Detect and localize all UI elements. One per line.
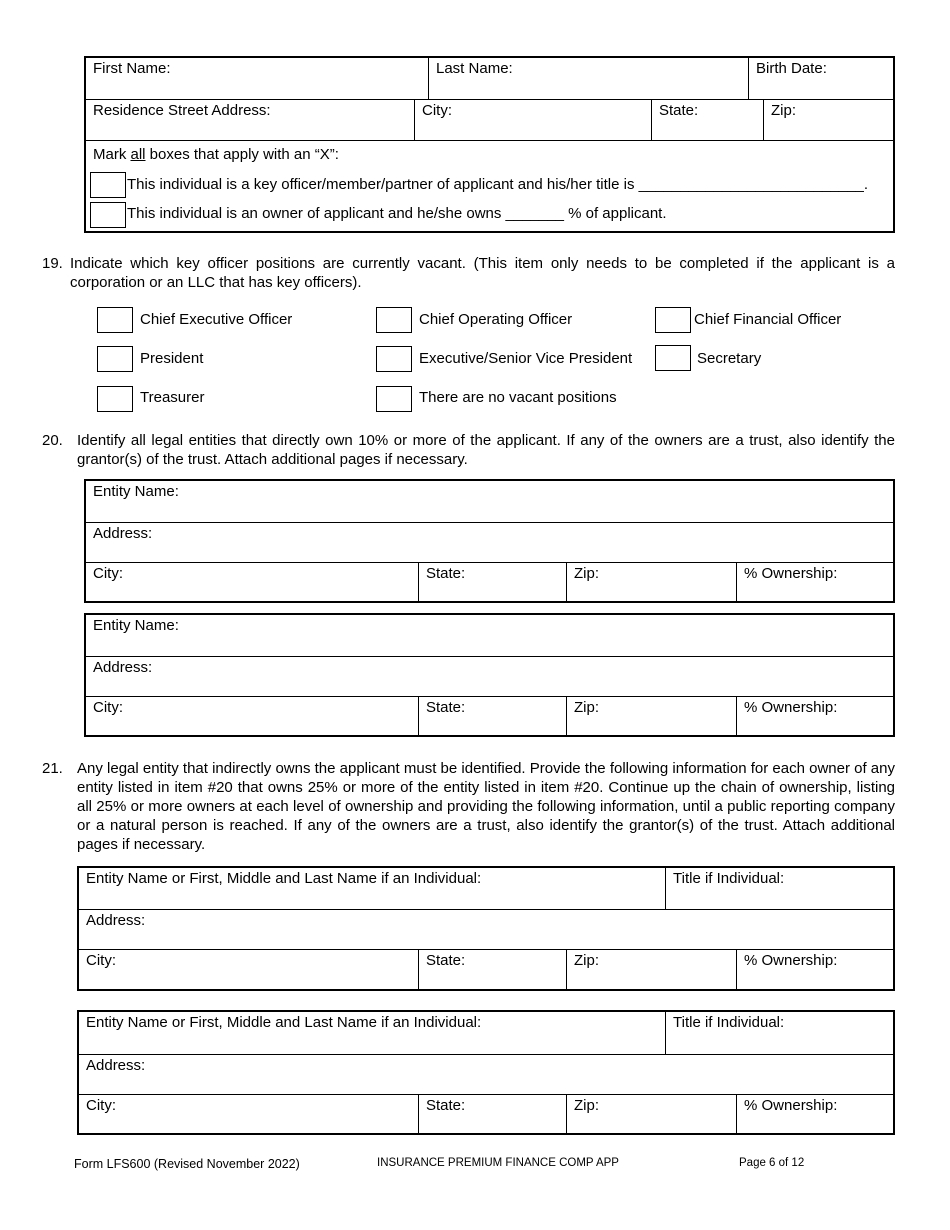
owner-name-label: Entity Name or First, Middle and Last Name if an Individual: (86, 870, 482, 887)
owner-state-label: State: (426, 952, 466, 969)
owner-address-label: Address: (86, 1057, 146, 1074)
entity-name-label: Entity Name: (93, 617, 179, 634)
item-20-question (42, 431, 895, 469)
entity-zip-field[interactable] (566, 563, 736, 601)
mark-boxes-row (86, 140, 893, 231)
owner-ownership-label: % Ownership: (744, 1097, 838, 1114)
entity-state-field[interactable] (418, 697, 566, 735)
evp-vacant-checkbox[interactable] (376, 346, 412, 372)
secretary-vacant-checkbox[interactable] (655, 345, 691, 371)
entity-ownership-field[interactable] (736, 697, 893, 735)
item-19-text: Indicate which key officer positions are currently vacant. (This item only needs to be completed if the applicant is a corporation or an LLC that has key officers). (70, 255, 895, 291)
item-19-number: 19. (42, 255, 63, 272)
item-19-question (42, 254, 895, 292)
item-20-text: Identify all legal entities that directly own 10% or more of the applicant. If any of the owners are a trust, also identify the grantor(s) of the trust. Attach additional pages if necessary. (77, 432, 895, 468)
secretary-option-label: Secretary (697, 350, 762, 367)
owner-address-row (79, 1054, 893, 1094)
address-row (86, 99, 893, 140)
coo-option-label: Chief Operating Officer (419, 311, 573, 328)
treasurer-option-label: Treasurer (140, 389, 205, 406)
entity-city-field[interactable] (86, 697, 418, 735)
city-label: City: (422, 102, 452, 119)
owner-city-label: City: (86, 1097, 116, 1114)
entity-address-label: Address: (93, 525, 153, 542)
last-name-label: Last Name: (436, 60, 513, 77)
owner-zip-label: Zip: (574, 1097, 600, 1114)
entity-city-label: City: (93, 565, 123, 582)
footer-form-id: Form LFS600 (Revised November 2022) (74, 1157, 300, 1171)
mark-instruction (93, 146, 339, 163)
item-21-text: Any legal entity that indirectly owns the applicant must be identified. Provide the following information for each owner of any entity listed in item #20 that owns 25% or more of the entity listed in item #20. Continue up the chain of ownership, listing all 25% or more owners at each level of ownership and providing the following information, until a public reporting company or a natural person is reached. If any of the owners are a trust, also identify the grantor(s) of the trust. Attach additional pages if necessary. (77, 760, 895, 853)
entity-ownership-label: % Ownership: (744, 699, 838, 716)
owner-ownership-field[interactable] (736, 1095, 893, 1133)
entity-name-field[interactable] (86, 481, 893, 522)
entity-name-row (86, 615, 893, 656)
owner-city-field[interactable] (79, 950, 418, 989)
ceo-option-label: Chief Executive Officer (140, 311, 293, 328)
entity-address-row (86, 656, 893, 696)
entity-address-field[interactable] (86, 523, 893, 562)
president-option-label: President (140, 350, 204, 367)
cfo-option-label: Chief Financial Officer (694, 311, 842, 328)
item-20-number: 20. (42, 432, 63, 449)
entity-location-row (86, 562, 893, 601)
mark-prefix: Mark (93, 146, 131, 163)
entity-zip-field[interactable] (566, 697, 736, 735)
president-vacant-checkbox[interactable] (97, 346, 133, 372)
no-vacant-checkbox[interactable] (376, 386, 412, 412)
zip-field[interactable] (763, 100, 893, 140)
no-vacant-option-label: There are no vacant positions (419, 389, 617, 406)
owner-address-row (79, 909, 893, 949)
city-field[interactable] (414, 100, 651, 140)
owner-title-label: Title if Individual: (673, 1014, 785, 1031)
cfo-vacant-checkbox[interactable] (655, 307, 691, 333)
owner-zip-label: Zip: (574, 952, 600, 969)
owner-ownership-label: % Ownership: (744, 952, 838, 969)
entity-zip-label: Zip: (574, 565, 600, 582)
entity-ownership-label: % Ownership: (744, 565, 838, 582)
owner-checkbox[interactable] (90, 202, 126, 228)
individual-info-table (84, 56, 895, 233)
key-officer-checkbox[interactable] (90, 172, 126, 198)
entity-location-row (86, 696, 893, 735)
state-label: State: (659, 102, 699, 119)
entity-zip-label: Zip: (574, 699, 600, 716)
residence-street-field[interactable] (86, 100, 414, 140)
direct-owner-table-1 (84, 479, 895, 603)
owner-title-field[interactable] (665, 1012, 893, 1054)
mark-suffix: boxes that apply with an “X”: (145, 146, 339, 163)
footer-page-number: Page 6 of 12 (739, 1157, 805, 1169)
ceo-vacant-checkbox[interactable] (97, 307, 133, 333)
entity-address-row (86, 522, 893, 562)
owner-city-label: City: (86, 952, 116, 969)
entity-city-label: City: (93, 699, 123, 716)
first-name-field[interactable] (86, 58, 428, 99)
owner-title-field[interactable] (665, 868, 893, 909)
entity-address-field[interactable] (86, 657, 893, 696)
owner-zip-field[interactable] (566, 1095, 736, 1133)
owner-state-field[interactable] (418, 950, 566, 989)
entity-name-label: Entity Name: (93, 483, 179, 500)
indirect-owner-table-1 (77, 866, 895, 991)
residence-street-label: Residence Street Address: (93, 102, 271, 119)
direct-owner-table-2 (84, 613, 895, 737)
owner-address-field[interactable] (79, 1055, 893, 1094)
owner-address-field[interactable] (79, 910, 893, 949)
owner-address-label: Address: (86, 912, 146, 929)
owner-ownership-field[interactable] (736, 950, 893, 989)
mark-all-emphasis: all (130, 146, 146, 163)
owner-zip-field[interactable] (566, 950, 736, 989)
entity-state-label: State: (426, 699, 466, 716)
coo-vacant-checkbox[interactable] (376, 307, 412, 333)
owner-city-field[interactable] (79, 1095, 418, 1133)
footer-form-title: INSURANCE PREMIUM FINANCE COMP APP (377, 1157, 619, 1169)
evp-option-label: Executive/Senior Vice President (419, 350, 633, 367)
item-21-question (42, 759, 895, 854)
owner-name-field[interactable] (79, 868, 665, 909)
first-name-label: First Name: (93, 60, 171, 77)
owner-title-label: Title if Individual: (673, 870, 785, 887)
owner-name-row (79, 868, 893, 909)
entity-state-label: State: (426, 565, 466, 582)
key-officer-text: This individual is a key officer/member/partner of applicant and his/her title is ___________________________. (127, 176, 869, 193)
entity-city-field[interactable] (86, 563, 418, 601)
state-field[interactable] (651, 100, 763, 140)
birth-date-field[interactable] (748, 58, 893, 99)
treasurer-vacant-checkbox[interactable] (97, 386, 133, 412)
birth-date-label: Birth Date: (756, 60, 827, 77)
owner-name-label: Entity Name or First, Middle and Last Name if an Individual: (86, 1014, 482, 1031)
item-21-number: 21. (42, 760, 63, 777)
entity-name-row (86, 481, 893, 522)
entity-address-label: Address: (93, 659, 153, 676)
owner-state-label: State: (426, 1097, 466, 1114)
zip-label: Zip: (771, 102, 797, 119)
owner-location-row (79, 949, 893, 989)
name-row (86, 58, 893, 99)
entity-name-field[interactable] (86, 615, 893, 656)
entity-ownership-field[interactable] (736, 563, 893, 601)
owner-location-row (79, 1094, 893, 1133)
entity-state-field[interactable] (418, 563, 566, 601)
owner-name-field[interactable] (79, 1012, 665, 1054)
owner-text: This individual is an owner of applicant and he/she owns _______ % of applicant. (127, 205, 667, 222)
owner-name-row (79, 1012, 893, 1054)
indirect-owner-table-2 (77, 1010, 895, 1135)
owner-state-field[interactable] (418, 1095, 566, 1133)
last-name-field[interactable] (428, 58, 748, 99)
